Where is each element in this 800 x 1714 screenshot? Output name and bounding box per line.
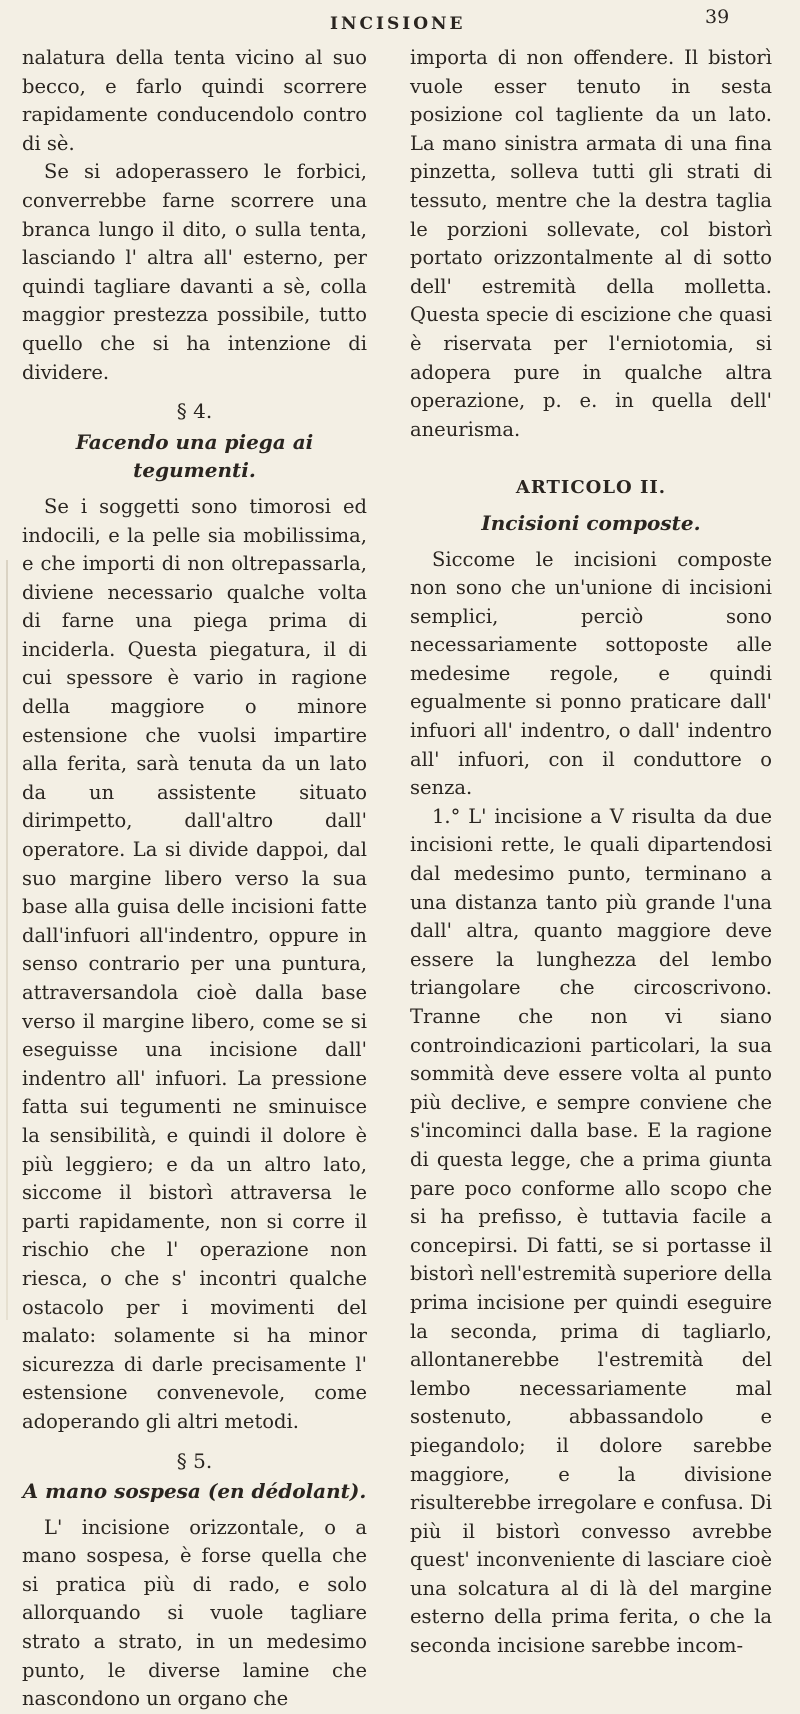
section-title: A mano sospesa (en dédolant). [22, 1479, 367, 1504]
section-title: Facendo una piega ai tegumenti. [75, 429, 314, 483]
left-column [22, 44, 367, 1714]
paragraph: 1.° L' incisione a V risulta da due incisioni rette, le quali dipartendosi dal medesimo punto, terminano a una distanza tanto più grande l'una dall' altra, quanto maggiore deve essere la lunghezza del lembo triangolare che circoscrivono. Tranne che non vi siano controindicazioni particolari, la sua sommità deve essere volta al punto più declive, e sempre conviene che s'incominci dalla base. E la ragione di questa legge, che a prima giunta pare poco conforme allo scopo che si ha prefisso, è tuttavia facile a concepirsi. Di fatti, se si portasse il bistorì nell'estremità superiore della prima incisione per quindi eseguire la seconda, prima di tagliarlo, allontanerebbe l'estremità del lembo necessariamente mal sostenuto, abbassandolo e piegandolo; il dolore sarebbe maggiore, e la divisione risulterebbe irregolare e confusa. Di più il bistorì convesso avrebbe quest' inconveniente di lasciare cioè una solcatura al di là del margine esterno della prima ferita, o che la seconda incisione sarebbe incom- [410, 804, 772, 1658]
article-title: Incisioni composte. [481, 510, 701, 535]
paragraph: importa di non offendere. Il bistorì vuole esser tenuto in sesta posizione col tagliente da un lato. La mano sinistra armata di una fina pinzetta, solleva tutti gli strati di tessuto, mentre che la destra taglia le porzioni sollevate, col bistorì portato orizzontalmente al di sotto dell' estremità della molletta. Questa specie di escizione che quasi è riservata per l'erniotomia, si adopera pure in qualche altra operazione, p. e. in quella dell' aneurisma. [410, 46, 772, 441]
paragraph: nalatura della tenta vicino al suo becco, e farlo quindi scorrere rapidamente conducendolo contro di sè. [22, 46, 367, 155]
paragraph: Se i soggetti sono timorosi ed indocili, e la pelle sia mobilissima, e che importi di non oltrepassarla, diviene necessario qualche volta di farne una piega prima di inciderla. Questa piegatura, il di cui spessore è vario in ragione della maggiore o minore estensione che vuolsi impartire alla ferita, sarà tenuta da un lato da un assistente situato dirimpetto, dall'altro dall' operatore. La si divide dappoi, dal suo margine libero verso la sua base alla guisa delle incisioni fatte dall'infuori all'indentro, oppure in senso contrario per una puntura, attraversandola cioè dalla base verso il margine libero, come se si eseguisse una incisione dall' indentro all' infuori. La pressione fatta sui tegumenti ne sminuisce la sensibilità, e quindi il dolore è più leggiero; e da un altro lato, siccome il bistorì attraversa le parti rapidamente, non si corre il rischio che l' operazione non riesca, o che s' incontri qualche ostacolo per i movimenti del malato: solamente si ha minor sicurezza di darle precisamente l' estensione convenevole, come adoperando gli altri metodi. [22, 494, 367, 1433]
running-head: INCISIONE [330, 14, 466, 34]
paragraph: Siccome le incisioni composte non sono che un'unione di incisioni semplici, perciò sono necessariamente sottoposte alle medesime regole, e quindi egualmente si ponno praticare dall' infuori all' indentro, o dall' indentro all' infuori, con il conduttore o senza. [410, 547, 772, 800]
article-number: ARTICOLO II. [515, 477, 667, 499]
page-number: 39 [705, 6, 730, 28]
right-column [410, 44, 772, 1661]
page-header [0, 6, 800, 46]
paragraph: Se si adoperassero le forbici, converrebbe farne scorrere una branca lungo il dito, o sulla tenta, lasciando l' altra all' esterno, per quindi tagliare davanti a sè, colla maggior prestezza possibile, tutto quello che si ha intenzione di dividere. [22, 160, 367, 384]
section-number: § 4. [176, 399, 213, 424]
gutter-shadow [6, 560, 8, 1320]
paragraph: L' incisione orizzontale, o a mano sospesa, è forse quella che si pratica più di rado, e solo allorquando si vuole tagliare strato a strato, in un medesimo punto, le diverse lamine che nascondono un organo che [22, 1515, 367, 1711]
section-number: § 5. [176, 1448, 213, 1473]
